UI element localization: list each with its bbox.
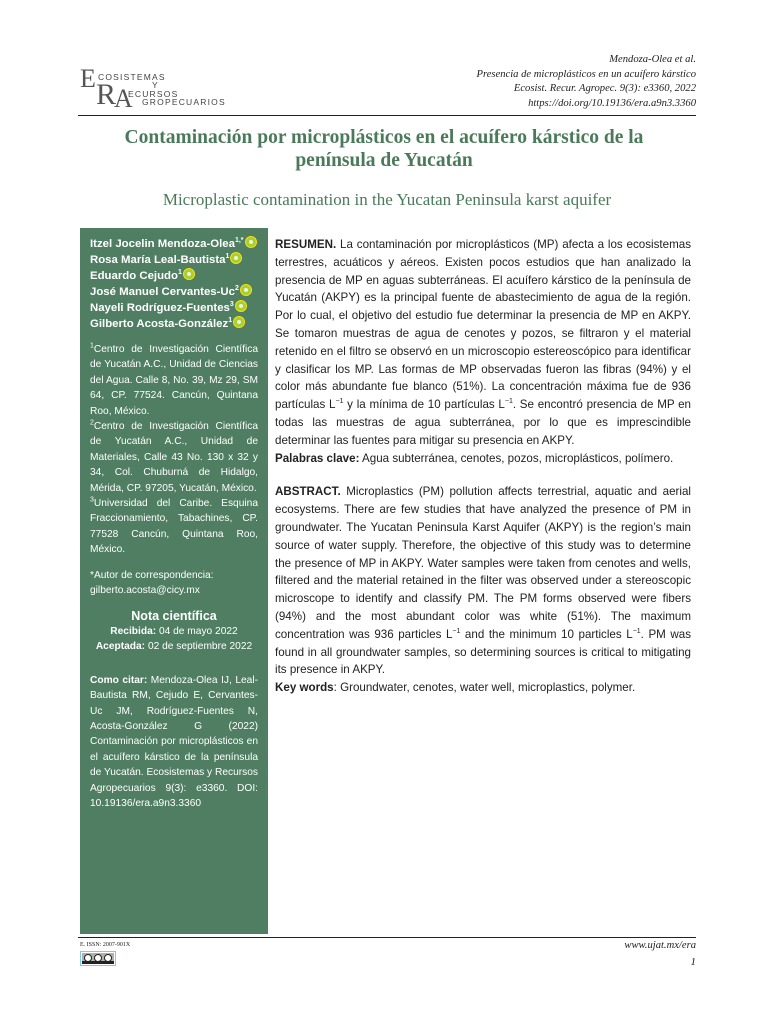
accepted-label: Aceptada: [95, 641, 146, 653]
affiliation-text: Universidad del Caribe. Esquina Fraccionamiento, Tabachines, CP. 77528 Cancún, Quintana Roo, México. [90, 498, 258, 556]
palabras-clave-label: Palabras clave: [275, 451, 360, 465]
correspondence-note: *Autor de correspondencia: gilberto.acosta@cicy.mx [90, 569, 214, 597]
author-name[interactable]: Rosa María Leal-Bautista [90, 254, 226, 266]
page-number: 1 [690, 956, 696, 968]
abstract-label: ABSTRACT. [275, 485, 341, 499]
creative-commons-license-icon[interactable] [80, 951, 116, 966]
author-affiliation-mark: 1 [225, 253, 230, 261]
affiliation-item [90, 496, 258, 558]
key-words-text: : Groundwater, cenotes, water well, microplastics, polymer. [333, 681, 636, 695]
unit-exponent: −1 [632, 627, 641, 635]
header-doi-link[interactable]: https://doi.org/10.19136/era.a9n3.3360 [528, 97, 696, 109]
abstract-paragraph [275, 483, 691, 679]
affiliations [90, 342, 258, 558]
affiliation-item [90, 419, 258, 496]
cite-text: Mendoza-Olea IJ, Leal-Bautista RM, Cejudo E, Cervantes-Uc JM, Rodríguez-Fuentes N, Acosta-González G (2022) Contaminación por microplásticos en el acuífero kárstico de la península de Yucatán. Ecosistemas y Recursos Agropecuarios 9(3): e3360. DOI: 10.19136/era.a9n3.3360 [90, 674, 258, 809]
article-info-sidebar [80, 228, 268, 934]
author-name[interactable]: Eduardo Cejudo [90, 270, 178, 282]
author-item [90, 316, 258, 332]
footer-divider [78, 937, 696, 938]
logo-letter-r: R [96, 78, 117, 111]
resumen-label: RESUMEN. [275, 238, 337, 251]
header-divider [78, 115, 696, 116]
logo-word-recursos: ECURSOS [128, 89, 179, 99]
author-name[interactable]: Gilberto Acosta-González [90, 318, 229, 330]
resumen-text: y la mínima de 10 partículas L [343, 398, 505, 412]
header-citation: Ecosist. Recur. Agropec. 9(3): e3360, 2022 [513, 83, 696, 95]
orcid-icon[interactable] [240, 284, 252, 296]
resumen-paragraph [275, 236, 691, 450]
key-words [275, 679, 691, 697]
author-name[interactable]: Nayeli Rodríguez-Fuentes [90, 302, 230, 314]
cite-label: Como citar: [90, 674, 148, 686]
author-affiliation-mark: 2 [234, 285, 239, 293]
received-date: 04 de mayo 2022 [158, 625, 238, 637]
author-name[interactable]: Itzel Jocelin Mendoza-Olea [90, 238, 235, 250]
author-item [90, 236, 258, 252]
orcid-icon[interactable] [245, 236, 257, 248]
logo-word-ecosistemas: COSISTEMAS [98, 72, 166, 82]
palabras-clave [275, 450, 691, 468]
journal-url-link[interactable]: www.ujat.mx/era [624, 940, 696, 951]
orcid-icon[interactable] [235, 300, 247, 312]
unit-exponent: −1 [335, 398, 344, 406]
affiliation-number: 2 [90, 419, 94, 427]
unit-exponent: −1 [504, 398, 513, 406]
affiliation-item [90, 342, 258, 419]
key-words-label: Key words [275, 681, 334, 695]
license-bar [82, 961, 114, 964]
orcid-icon[interactable] [183, 268, 195, 280]
logo-word-y: Y [152, 80, 159, 90]
author-item [90, 300, 258, 316]
affiliation-number: 3 [90, 496, 94, 504]
abstract-column [275, 236, 691, 697]
author-list [90, 236, 258, 332]
abstract-text: Microplastics (PM) pollution affects terrestrial, aquatic and aerial ecosystems. There are few studies that have analyzed the presence of PM in groundwater. The Yucatan Peninsula Karst Aquifer (AKPY) is the region’s main source of water supply. Therefore, the objective of this study was to determine the presence of MP in AKPY. Water samples were taken from cenotes and wells, filtered and the material retained in the filter was observed under a stereoscopic microscope to identify and classify PM. The PM forms observed were fibers (94%) and the most abundant color was white (51%). The maximum concentration was 936 particles L [275, 485, 691, 641]
author-item [90, 268, 258, 284]
author-name[interactable]: José Manuel Cervantes-Uc [90, 286, 235, 298]
resumen-text: . Se encontró presencia de MP en todas las muestras de agua subterránea, por lo que es imprescindible determinar las fuentes para mitigar su presencia en AKPY. [275, 398, 691, 447]
journal-logo [80, 64, 270, 113]
author-item [90, 252, 258, 268]
orcid-icon[interactable] [233, 316, 245, 328]
issn-label: E. ISSN: 2007-901X [80, 942, 131, 948]
citation-block [90, 673, 258, 812]
palabras-clave-text: Agua subterránea, cenotes, pozos, microplásticos, polímero. [359, 451, 674, 465]
affiliation-number: 1 [90, 342, 94, 350]
title-spanish: Contaminación por microplásticos en el acuífero kárstico de la península de Yucatán [124, 127, 644, 171]
unit-exponent: −1 [452, 627, 461, 635]
accepted-line [90, 639, 258, 654]
accepted-date: 02 de septiembre 2022 [147, 641, 253, 653]
running-header [477, 53, 696, 111]
received-label: Recibida: [110, 625, 157, 637]
logo-word-agropecuarios: GROPECUARIOS [142, 97, 226, 107]
author-affiliation-mark: 1,* [234, 237, 244, 245]
affiliation-text: Centro de Investigación Científica de Yucatán A.C., Unidad de Ciencias del Agua. Calle 8, No. 39, Mz 29, SM 64, CP. 77524. Cancún, Quintana Roo, México. [90, 344, 258, 417]
author-affiliation-mark: 3 [229, 301, 234, 309]
orcid-icon[interactable] [230, 252, 242, 264]
resumen-text: La contaminación por microplásticos (MP) afecta a los ecosistemas terrestres, acuáticos y aéreos. Existen pocos estudios que han analizado la presencia de MP en aguas subterráneas. El acuífero kárstico de la península de Yucatán (AKPY) es la principal fuente de abastecimiento de agua de la región. Por lo cual, el objetivo del estudio fue determinar la presencia de MP en AKPY. Se tomaron muestras de agua de cenotes y pozos, se filtraron y el material retenido en el filtro se observó en un microscopio estereoscópico para identificar y clasificar los MP. Las formas de MP observadas fueron las fibras (94%) y el color más abundante fue blanco (51%). La concentración máxima fue de 936 partículas L [275, 238, 691, 412]
header-short-title: Presencia de microplásticos en un acuífero kárstico [476, 68, 696, 80]
header-authors: Mendoza-Olea et al. [609, 54, 696, 65]
abstract-text: . PM was found in all groundwater samples, so determining sources is critical to mitigating its presence in AKPY. [275, 627, 692, 677]
received-line [90, 624, 258, 639]
title-english: Microplastic contamination in the Yucatan Peninsula karst aquifer [162, 190, 612, 209]
affiliation-text: Centro de Investigación Científica de Yucatán A.C., Unidad de Materiales, Calle 43 No. 130 x 32 y 34, Col. Chuburná de Hidalgo, Mérida, CP. 97205, Yucatán, México. [90, 421, 258, 494]
author-affiliation-mark: 1 [177, 269, 182, 277]
author-item [90, 284, 258, 300]
article-type: Nota científica [131, 608, 217, 623]
author-affiliation-mark: 1 [228, 317, 233, 325]
abstract-text: and the minimum 10 particles L [460, 627, 633, 641]
logo-letter-a: A [114, 84, 133, 113]
logo-letter-e: E [80, 64, 96, 93]
